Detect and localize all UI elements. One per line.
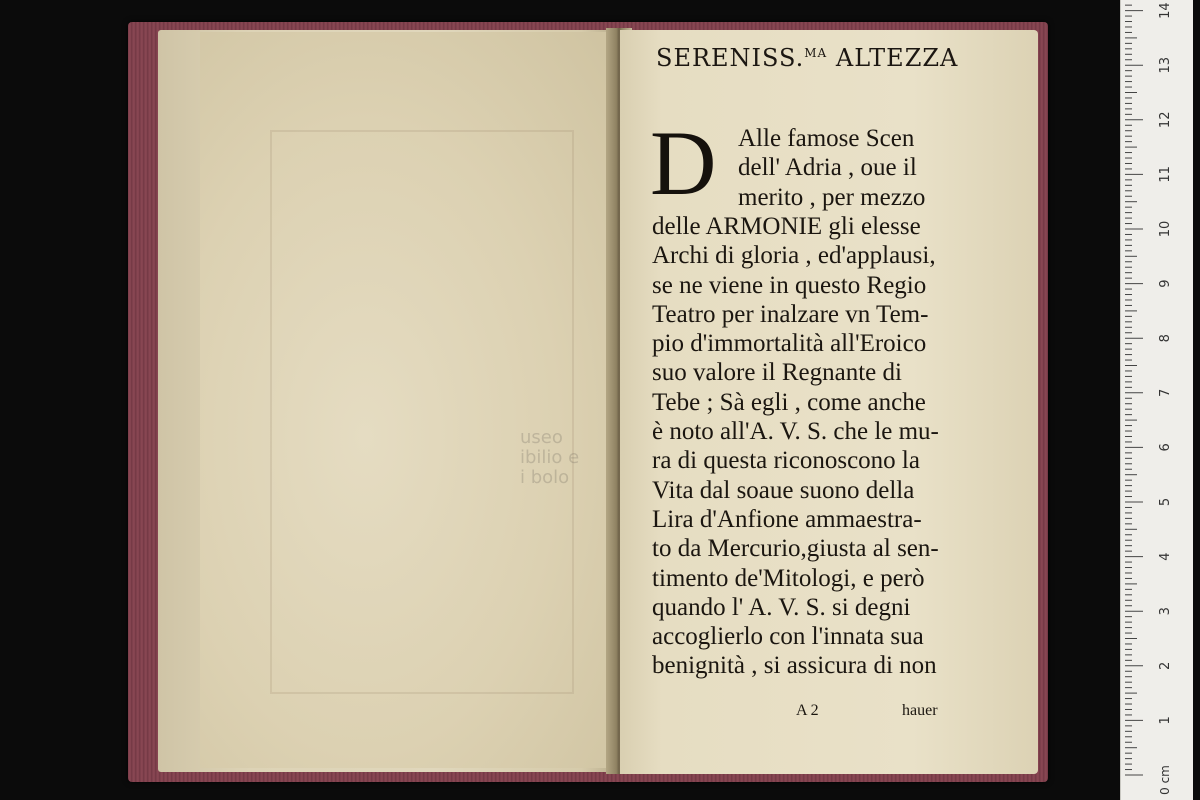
ruler-number: 13 (1158, 56, 1173, 74)
heading-end: ALTEZZA (835, 44, 959, 72)
text-line: accoglierlo con l'innata sua (652, 623, 924, 651)
text-line: benignità , si assicura di non (652, 652, 937, 680)
ruler-number: 8 (1158, 334, 1173, 343)
ruler-number: 5 (1158, 497, 1173, 507)
ruler-number: 2 (1158, 661, 1173, 670)
text-line: Alle famose Scen (738, 125, 915, 152)
text-line: Tebe ; Sà egli , come anche (652, 388, 926, 416)
text-line: Archi di gloria , ed'applausi, (652, 242, 936, 270)
drop-capital: D (650, 112, 717, 214)
ruler-number: 3 (1158, 607, 1173, 616)
text-line: ra di questa riconoscono la (652, 447, 920, 475)
ruler-number: 7 (1158, 388, 1173, 397)
text-line: è noto all'A. V. S. che le mu- (652, 418, 939, 445)
ruler-number: 1 (1158, 716, 1173, 725)
show-through-frame (270, 130, 574, 694)
ruler-scale (1121, 0, 1193, 800)
text-line: se ne viene in questo Regio (652, 271, 927, 299)
text-line: quando l' A. V. S. si degni (652, 593, 911, 621)
text-line: suo valore il Regnante di (652, 359, 902, 387)
text-line: merito , per mezzo (738, 183, 926, 211)
ruler-number: 9 (1158, 279, 1173, 288)
ruler-number: 4 (1158, 552, 1173, 561)
text-line: pio d'immortalità all'Eroico (652, 330, 927, 358)
ruler-number: 11 (1158, 166, 1173, 183)
text-line: dell' Adria , oue il (738, 154, 917, 182)
ruler-number: 10 (1158, 220, 1173, 238)
ruler-number: 6 (1158, 443, 1173, 452)
ruler-number: 14 (1158, 2, 1173, 19)
text-line: Lira d'Anfione ammaestra- (652, 505, 922, 533)
catchword: hauer (902, 702, 938, 719)
measuring-ruler (1120, 0, 1193, 800)
heading-superscript: MA (804, 46, 828, 60)
ruler-number: 12 (1158, 111, 1173, 129)
stamp-line: i bolo (520, 467, 570, 488)
text-line: timento de'Mitologi, e però (652, 564, 925, 592)
stamp-line: useo (520, 427, 563, 448)
signature-mark: A 2 (796, 702, 819, 719)
text-line: delle ARMONIE gli elesse (652, 212, 921, 240)
text-line: Teatro per inalzare vn Tem- (652, 300, 929, 328)
text-line: Vita dal soaue suono della (652, 476, 915, 504)
heading-text: SERENISS. (656, 44, 805, 72)
ruler-unit-label: 0 cm (1158, 765, 1172, 795)
page-heading (656, 44, 986, 72)
library-stamp (520, 428, 579, 488)
stamp-line: ibilio e (520, 447, 580, 468)
text-line: to da Mercurio,giusta al sen- (652, 535, 939, 563)
